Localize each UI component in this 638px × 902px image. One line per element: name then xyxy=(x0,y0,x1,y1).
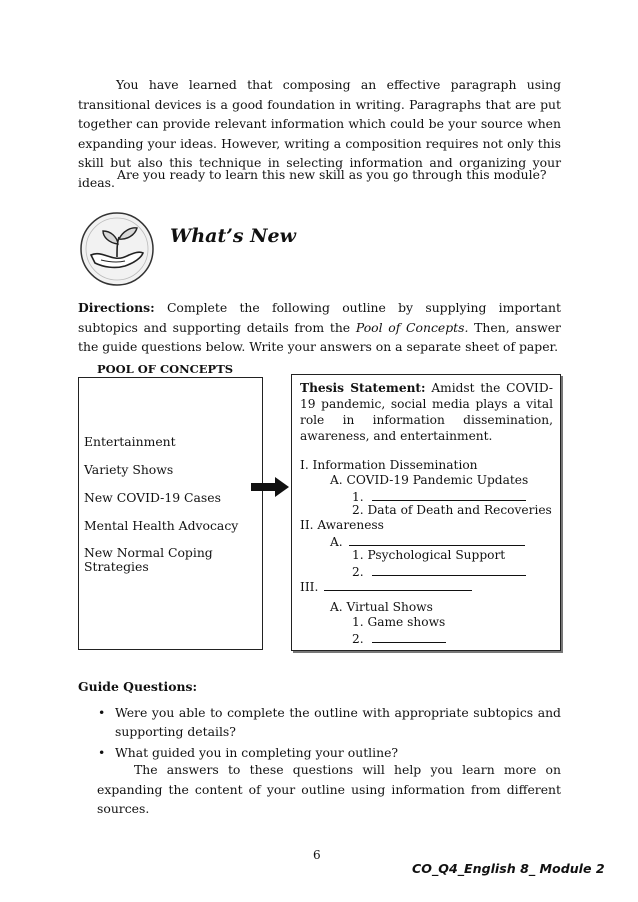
pool-item: Variety Shows xyxy=(84,462,174,477)
outline-line: I. Information Dissemination xyxy=(300,458,478,472)
outline-number: 2. xyxy=(352,632,364,646)
page-number: 6 xyxy=(313,848,321,862)
thesis-label: Thesis Statement: xyxy=(300,381,426,395)
guide-question-text: What guided you in completing your outline? xyxy=(115,745,399,760)
hand-holding-sprout-icon xyxy=(79,211,155,287)
pool-box xyxy=(78,377,263,650)
intro-paragraph: You have learned that composing an effective paragraph using transitional devices is a good foundation in writing. Paragraphs that are put together can provide relevant information which could be your source when expanding your ideas. However, writing a composition requires not only this skill but also this technique in selecting information and organizing your ideas. xyxy=(78,77,561,190)
outline-blank-line xyxy=(330,533,525,549)
directions-text: Complete the following outline by supplying important subtopics and supporting details from the xyxy=(78,300,561,335)
pool-item: New Normal Coping Strategies xyxy=(84,545,213,574)
directions-text-after: Then, answer the guide questions below. Write your answers on a separate sheet of paper. xyxy=(78,319,561,354)
bullet-icon: • xyxy=(98,745,106,760)
closing-paragraph: The answers to these questions will help you learn more on expanding the content of your outline using information from different sources. xyxy=(97,762,561,816)
guide-question-text: Were you able to complete the outline with appropriate subtopics and supporting details? xyxy=(115,705,561,739)
answer-blank xyxy=(324,578,472,591)
directions-emphasis: Pool of Concepts. xyxy=(355,319,469,335)
outline-line: II. Awareness xyxy=(300,518,384,532)
outline-blank-line xyxy=(352,563,526,579)
outline-letter: A. xyxy=(330,535,343,549)
outline-blank-line xyxy=(352,630,446,646)
outline-number: 2. xyxy=(352,565,364,579)
outline-blank-line xyxy=(300,578,472,594)
intro-question: Are you ready to learn this new skill as you go through this module? xyxy=(117,167,547,182)
module-code: CO_Q4_English 8_ Module 2 xyxy=(412,861,605,876)
answer-blank xyxy=(372,488,526,501)
outline-line: A. COVID-19 Pandemic Updates xyxy=(330,473,529,487)
right-arrow-icon xyxy=(251,477,291,500)
guide-question xyxy=(78,703,561,741)
answer-blank xyxy=(372,563,526,576)
outline-line: A. Virtual Shows xyxy=(330,600,433,614)
outline-line: 1. Psychological Support xyxy=(352,548,506,562)
thesis-statement xyxy=(300,380,553,444)
outline-line: 2. Data of Death and Recoveries xyxy=(352,503,552,517)
outline-number: 1. xyxy=(352,490,364,504)
outline-box xyxy=(291,374,561,651)
pool-item: New COVID-19 Cases xyxy=(84,490,221,505)
answer-blank xyxy=(372,630,446,643)
outline-roman: III. xyxy=(300,580,319,594)
outline-line: 1. Game shows xyxy=(352,615,446,629)
thesis-text: Amidst the COVID-19 pandemic, social media plays a vital role in information dissemination, awareness, and entertainment. xyxy=(300,381,553,443)
directions-label: Directions: xyxy=(78,300,155,315)
pool-heading: POOL OF CONCEPTS xyxy=(97,362,234,376)
section-title: What’s New xyxy=(170,225,296,247)
pool-item: Entertainment xyxy=(84,434,176,449)
outline-blank-line xyxy=(352,488,526,504)
guide-heading: Guide Questions: xyxy=(78,679,198,694)
bullet-icon: • xyxy=(98,705,106,720)
directions-paragraph xyxy=(78,298,561,357)
pool-item: Mental Health Advocacy xyxy=(84,518,239,533)
guide-question-list xyxy=(78,703,561,764)
answer-blank xyxy=(349,533,525,546)
